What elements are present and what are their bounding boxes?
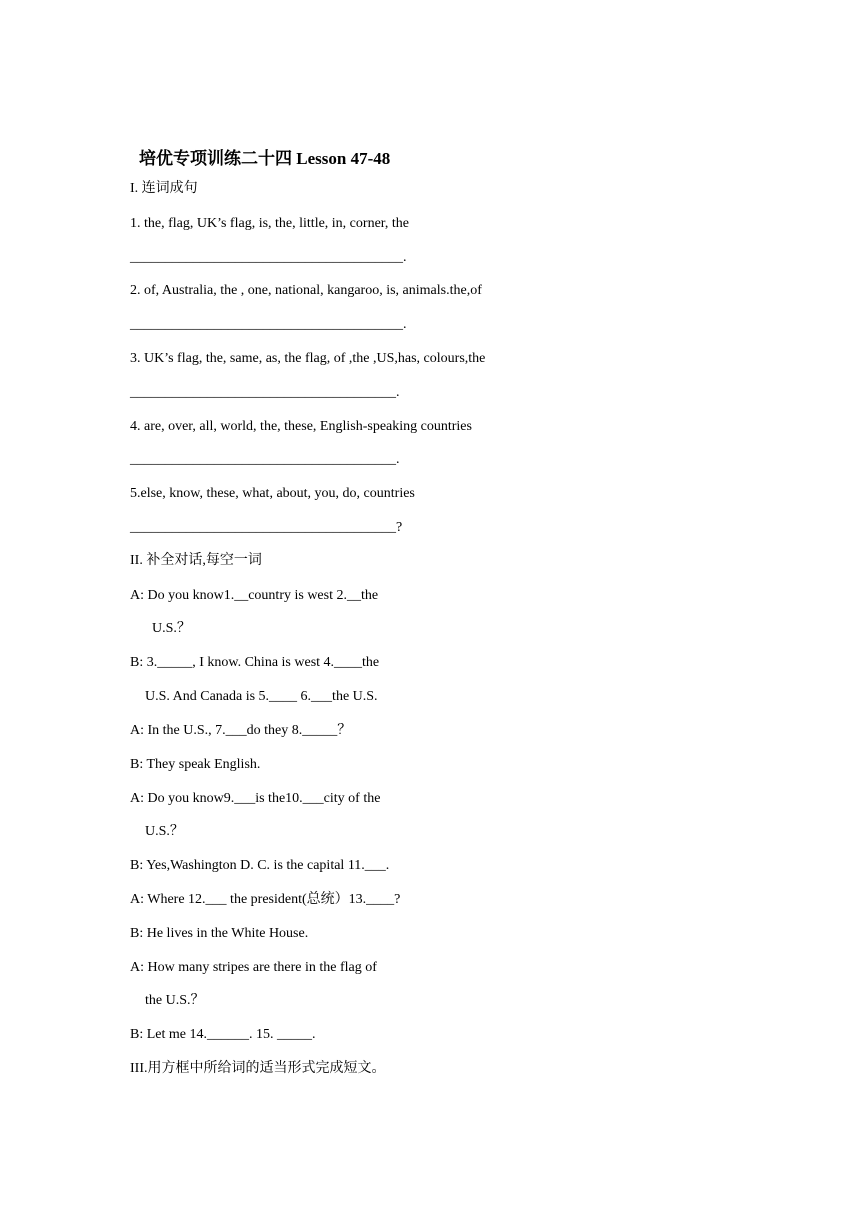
dialogue-line: A: Do you know1.__country is west 2.__the [130,588,379,603]
dialogue-line: B: He lives in the White House. [130,926,309,941]
dialogue-line: U.S.？ [152,621,191,636]
section3-heading: III.用方框中所给词的适当形式完成短文。 [130,1061,386,1076]
question-4-answer-line: ______________________________________. [130,452,400,467]
dialogue-line: B: 3._____, I know. China is west 4.____the [130,655,380,670]
question-3-answer-line: ______________________________________. [130,385,400,400]
question-4-prompt: 4. are, over, all, world, the, these, English-speaking countries [130,419,472,434]
dialogue-line: A: Where 12.___ the president(总统）13.____? [130,892,401,907]
dialogue-line: the U.S.？ [145,993,205,1008]
section1-heading: I. 连词成句 [130,181,198,196]
question-2-answer-line: _______________________________________. [130,317,407,332]
question-3-prompt: 3. UK’s flag, the, same, as, the flag, of ,the ,US,has, colours,the [130,351,486,366]
question-5-prompt: 5.else, know, these, what, about, you, do, countries [130,486,415,501]
question-1-answer-line: _______________________________________. [130,250,407,265]
dialogue-line: A: In the U.S., 7.___do they 8._____？ [130,723,352,738]
dialogue-line: U.S.？ [145,824,184,839]
question-1-prompt: 1. the, flag, UK’s flag, is, the, little, in, corner, the [130,216,409,231]
dialogue-line: A: How many stripes are there in the flag of [130,960,377,975]
dialogue-line: B: They speak English. [130,757,261,772]
page-title: 培优专项训练二十四 Lesson 47-48 [139,149,391,168]
dialogue-line: U.S. And Canada is 5.____ 6.___the U.S. [145,689,378,704]
dialogue-line: B: Yes,Washington D. C. is the capital 11.___. [130,858,390,873]
dialogue-line: B: Let me 14.______. 15. _____. [130,1027,316,1042]
dialogue-line: A: Do you know9.___is the10.___city of the [130,791,381,806]
section2-heading: II. 补全对话,每空一词 [130,553,262,568]
question-5-answer-line: ______________________________________? [130,520,403,535]
question-2-prompt: 2. of, Australia, the , one, national, kangaroo, is, animals.the,of [130,283,482,298]
